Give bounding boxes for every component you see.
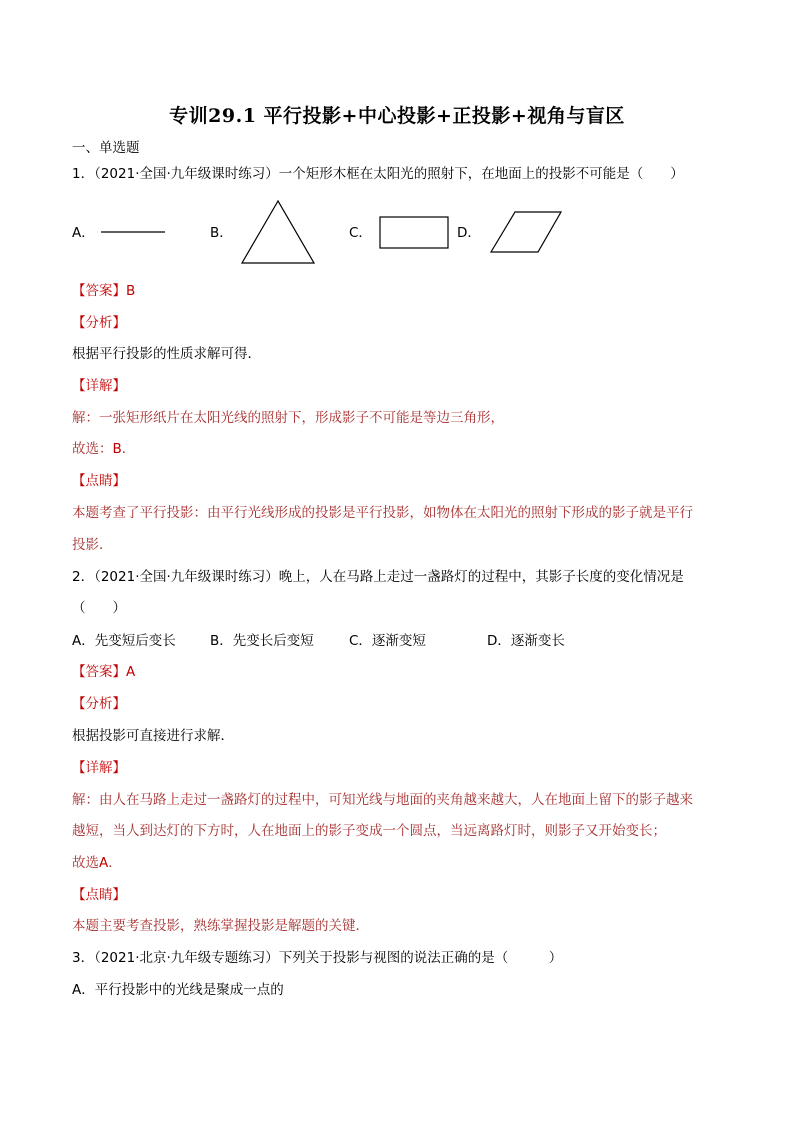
q1-answer-line — [72, 281, 135, 301]
q2-choose-suffix: ． — [108, 855, 122, 871]
q2-option-c: C．逐渐变短 — [349, 633, 426, 649]
q1-comment-tag: 【点睛】 — [72, 473, 126, 489]
q1-option-c-label: C． — [349, 225, 372, 241]
q3-stem: 3．（2021·北京·九年级专题练习）下列关于投影与视图的说法正确的是（ ） — [72, 950, 563, 966]
q2-option-d: D．逐渐变长 — [487, 633, 565, 649]
q2-comment-text: 本题主要考查投影，熟练掌握投影是解题的关键． — [72, 918, 369, 934]
q1-answer-tag: 【答案】 — [72, 283, 126, 299]
q1-stem: 1．（2021·全国·九年级课时练习）一个矩形木框在太阳光的照射下，在地面上的投影不可能是（ ） — [72, 166, 684, 182]
q1-option-a-line-figure — [100, 225, 168, 239]
q1-detail-text: 解：一张矩形纸片在太阳光线的照射下，形成影子不可能是等边三角形， — [72, 410, 504, 426]
q1-answer-value: B — [126, 283, 136, 299]
q2-answer-tag: 【答案】 — [72, 664, 126, 680]
q1-choose-line — [72, 439, 135, 459]
q1-option-a-label: A． — [72, 225, 95, 241]
q1-detail-tag: 【详解】 — [72, 378, 126, 394]
q2-choose-line — [72, 853, 122, 873]
q2-answer-value: A — [126, 664, 136, 680]
q1-choose-value: B — [112, 441, 122, 457]
q2-answer-line — [72, 662, 135, 682]
q1-option-b-triangle-figure — [240, 199, 318, 267]
q2-option-b: B．先变长后变短 — [210, 633, 314, 649]
q2-analysis-text: 根据投影可直接进行求解． — [72, 728, 234, 744]
section-heading: 一、单选题 — [72, 140, 140, 156]
q2-choose-prefix: 故选 — [72, 855, 99, 871]
q1-analysis-tag: 【分析】 — [72, 315, 126, 331]
q2-detail-tag: 【详解】 — [72, 760, 126, 776]
q1-choose-suffix: ． — [121, 441, 136, 457]
q1-option-c-rectangle-figure — [378, 215, 450, 251]
q1-analysis-text: 根据平行投影的性质求解可得． — [72, 346, 261, 362]
q2-stem-line-1: 2．（2021·全国·九年级课时练习）晚上，人在马路上走过一盏路灯的过程中，其影子长度的变化情况是 — [72, 569, 684, 585]
q1-option-b-label: B． — [210, 225, 233, 241]
q2-stem-line-2: （ ） — [72, 600, 126, 616]
q2-option-a: A．先变短后变长 — [72, 633, 176, 649]
page-title: 专训29.1 平行投影+中心投影+正投影+视角与盲区 — [169, 105, 625, 127]
q3-option-a: A．平行投影中的光线是聚成一点的 — [72, 982, 284, 998]
q2-detail-line-2: 越短，当人到达灯的下方时，人在地面上的影子变成一个圆点，当远离路灯时，则影子又开始变长； — [72, 823, 666, 839]
q1-comment-line-1: 本题考查了平行投影：由平行光线形成的投影是平行投影，如物体在太阳光的照射下形成的影子就是平行 — [72, 505, 693, 521]
q1-option-d-label: D． — [457, 225, 481, 241]
q1-option-d-parallelogram-figure — [488, 209, 564, 255]
q2-analysis-tag: 【分析】 — [72, 696, 126, 712]
q2-detail-line-1: 解：由人在马路上走过一盏路灯的过程中，可知光线与地面的夹角越来越大，人在地面上留下的影子越来 — [72, 792, 693, 808]
q1-choose-prefix: 故选： — [72, 441, 113, 457]
q2-choose-value: A — [99, 855, 109, 871]
q2-comment-tag: 【点睛】 — [72, 887, 126, 903]
q1-comment-line-2: 投影． — [72, 537, 113, 553]
